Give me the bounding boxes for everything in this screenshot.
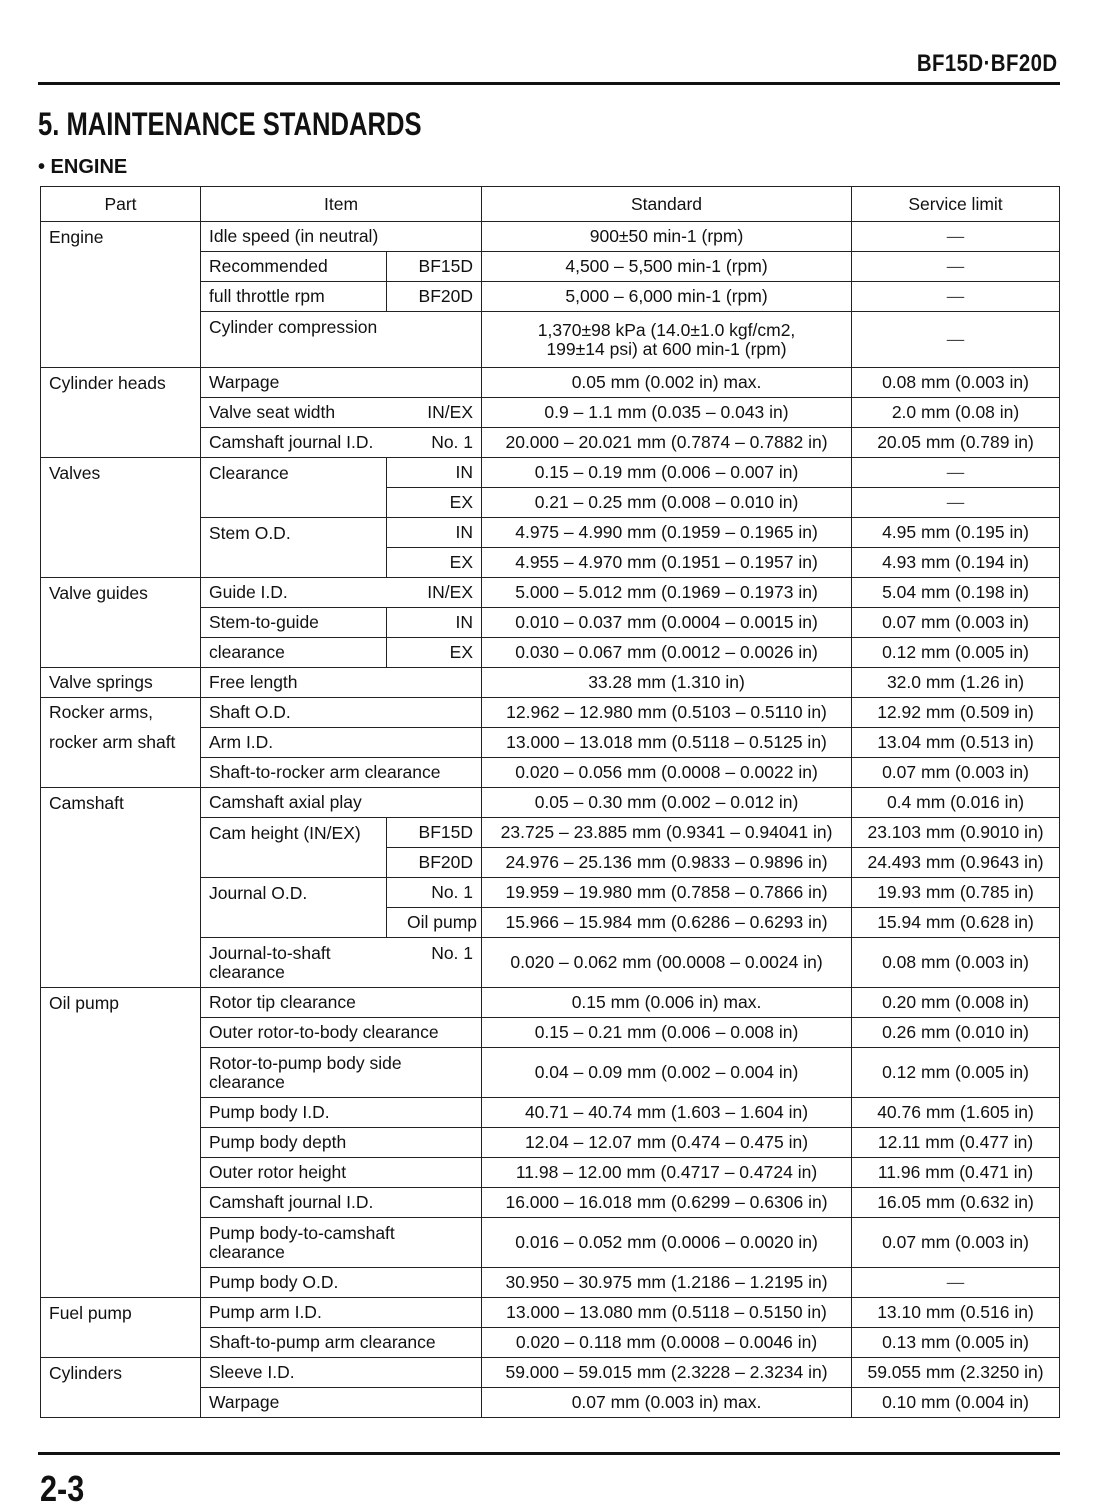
footer-rule [38,1452,1060,1455]
limit-cell: — [852,1268,1060,1298]
limit-cell: 0.10 mm (0.004 in) [852,1388,1060,1418]
item-cell: Outer rotor-to-body clearance [201,1018,482,1048]
item-cell: Pump body O.D. [201,1268,482,1298]
standard-cell: 19.959 – 19.980 mm (0.7858 – 0.7866 in) [482,878,852,908]
table-row [41,668,1060,698]
standard-cell: 12.962 – 12.980 mm (0.5103 – 0.5110 in) [482,698,852,728]
limit-cell: 32.0 mm (1.26 in) [852,668,1060,698]
standard-cell: 5,000 – 6,000 min-1 (rpm) [482,282,852,312]
limit-cell: 2.0 mm (0.08 in) [852,398,1060,428]
sub-item-cell: IN [387,518,482,548]
table-row [41,758,1060,788]
item-cell [201,1218,482,1268]
part-cell: Engine [41,222,201,368]
sub-item-cell: No. 1 [387,878,482,908]
col-standard: Standard [482,187,852,222]
table-row [41,1298,1060,1328]
limit-cell: 16.05 mm (0.632 in) [852,1188,1060,1218]
item-cell [201,398,482,428]
table-row [41,698,1060,728]
item-cell: Shaft-to-pump arm clearance [201,1328,482,1358]
table-row [41,458,1060,488]
limit-cell: 0.12 mm (0.005 in) [852,638,1060,668]
item-sub-label: No. 1 [431,942,474,963]
limit-cell: 0.4 mm (0.016 in) [852,788,1060,818]
limit-cell: — [852,222,1060,252]
part-cell: Cylinders [41,1358,201,1418]
limit-cell: 4.93 mm (0.194 in) [852,548,1060,578]
limit-cell: 40.76 mm (1.605 in) [852,1098,1060,1128]
limit-cell: — [852,458,1060,488]
table-row [41,578,1060,608]
item-label: Pump body-to-camshaft [209,1222,395,1243]
item-label: Valve seat width [209,402,336,422]
limit-cell: 0.13 mm (0.005 in) [852,1328,1060,1358]
standard-cell: 40.71 – 40.74 mm (1.603 – 1.604 in) [482,1098,852,1128]
limit-cell: 4.95 mm (0.195 in) [852,518,1060,548]
item-cell: Shaft-to-rocker arm clearance [201,758,482,788]
item-label-line2: clearance [209,1241,285,1262]
sub-item-cell: BF20D [387,848,482,878]
item-label-line2: clearance [209,1071,285,1092]
part-cell [41,758,201,788]
limit-cell: — [852,312,1060,368]
limit-cell: 24.493 mm (0.9643 in) [852,848,1060,878]
item-cell: Arm I.D. [201,728,482,758]
item-cell [201,428,482,458]
part-cell: Valves [41,458,201,578]
limit-cell: — [852,488,1060,518]
limit-cell: 15.94 mm (0.628 in) [852,908,1060,938]
table-row [41,728,1060,758]
standard-cell: 0.15 – 0.21 mm (0.006 – 0.008 in) [482,1018,852,1048]
standard-cell: 0.04 – 0.09 mm (0.002 – 0.004 in) [482,1048,852,1098]
sub-item-cell: BF15D [387,818,482,848]
sub-item-cell: Oil pump [387,908,482,938]
table-row [41,222,1060,252]
item-cell [201,578,482,608]
limit-cell: 20.05 mm (0.789 in) [852,428,1060,458]
table-row [41,988,1060,1018]
item-cell: Idle speed (in neutral) [201,222,482,252]
standard-cell: 4,500 – 5,500 min-1 (rpm) [482,252,852,282]
item-cell: Pump body depth [201,1128,482,1158]
part-cell: Valve springs [41,668,201,698]
limit-cell: 0.07 mm (0.003 in) [852,608,1060,638]
part-cell: Rocker arms, [41,698,201,728]
item-cell: Pump arm I.D. [201,1298,482,1328]
standard-cell: 15.966 – 15.984 mm (0.6286 – 0.6293 in) [482,908,852,938]
standard-cell: 13.000 – 13.018 mm (0.5118 – 0.5125 in) [482,728,852,758]
standard-cell: 4.955 – 4.970 mm (0.1951 – 0.1957 in) [482,548,852,578]
standard-cell: 0.05 mm (0.002 in) max. [482,368,852,398]
limit-cell: 0.20 mm (0.008 in) [852,988,1060,1018]
item-cell: Rotor tip clearance [201,988,482,1018]
standard-cell: 5.000 – 5.012 mm (0.1969 – 0.1973 in) [482,578,852,608]
standard-line: 1,370±98 kPa (14.0±1.0 kgf/cm2, [537,319,796,340]
standard-cell: 0.020 – 0.062 mm (00.0008 – 0.0024 in) [482,938,852,988]
standard-cell: 0.15 mm (0.006 in) max. [482,988,852,1018]
standard-cell: 59.000 – 59.015 mm (2.3228 – 2.3234 in) [482,1358,852,1388]
col-part: Part [41,187,201,222]
limit-cell: 0.08 mm (0.003 in) [852,938,1060,988]
model-header: BF15D·BF20D [917,50,1058,77]
standard-cell: 20.000 – 20.021 mm (0.7874 – 0.7882 in) [482,428,852,458]
standard-cell: 0.010 – 0.037 mm (0.0004 – 0.0015 in) [482,608,852,638]
standard-cell: 0.020 – 0.118 mm (0.0008 – 0.0046 in) [482,1328,852,1358]
standard-cell: 0.020 – 0.056 mm (0.0008 – 0.0022 in) [482,758,852,788]
standard-cell: 0.21 – 0.25 mm (0.008 – 0.010 in) [482,488,852,518]
item-cell [201,938,482,988]
limit-cell: 11.96 mm (0.471 in) [852,1158,1060,1188]
limit-cell: 19.93 mm (0.785 in) [852,878,1060,908]
standard-cell: 4.975 – 4.990 mm (0.1959 – 0.1965 in) [482,518,852,548]
sub-item-cell: IN [387,608,482,638]
standard-cell: 23.725 – 23.885 mm (0.9341 – 0.94041 in) [482,818,852,848]
col-item: Item [201,187,482,222]
sub-item-cell: EX [387,548,482,578]
header-rule [38,82,1060,85]
limit-cell: 23.103 mm (0.9010 in) [852,818,1060,848]
item-sub-label: IN/EX [427,582,474,602]
item-label: Rotor-to-pump body side [209,1052,402,1073]
page-title: 5. MAINTENANCE STANDARDS [38,106,422,142]
sub-item-cell: IN [387,458,482,488]
table-header-row [41,187,1060,222]
table-row [41,788,1060,818]
sub-item-cell: EX [387,638,482,668]
limit-cell: — [852,282,1060,312]
limit-cell: 0.12 mm (0.005 in) [852,1048,1060,1098]
item-cell: Free length [201,668,482,698]
standard-cell: 30.950 – 30.975 mm (1.2186 – 1.2195 in) [482,1268,852,1298]
limit-cell: 5.04 mm (0.198 in) [852,578,1060,608]
limit-cell: 59.055 mm (2.3250 in) [852,1358,1060,1388]
standard-line: 199±14 psi) at 600 min-1 (rpm) [546,338,787,359]
item-cell: Stem O.D. [201,518,387,578]
item-cell: full throttle rpm [201,282,387,312]
item-sub-label: IN/EX [427,402,474,422]
standard-cell: 33.28 mm (1.310 in) [482,668,852,698]
item-cell: Pump body I.D. [201,1098,482,1128]
col-service-limit: Service limit [852,187,1060,222]
sub-item-cell: EX [387,488,482,518]
limit-cell: 0.07 mm (0.003 in) [852,758,1060,788]
standard-cell [482,312,852,368]
limit-cell: 0.07 mm (0.003 in) [852,1218,1060,1268]
standard-cell: 0.15 – 0.19 mm (0.006 – 0.007 in) [482,458,852,488]
item-cell: Journal O.D. [201,878,387,938]
part-cell: Valve guides [41,578,201,668]
limit-cell: 0.26 mm (0.010 in) [852,1018,1060,1048]
item-cell: Clearance [201,458,387,518]
limit-cell: — [852,252,1060,282]
limit-cell: 12.92 mm (0.509 in) [852,698,1060,728]
section-heading: • ENGINE [38,156,128,178]
sub-item-cell: BF15D [387,252,482,282]
item-label: Camshaft journal I.D. [209,432,374,452]
standard-cell: 12.04 – 12.07 mm (0.474 – 0.475 in) [482,1128,852,1158]
item-cell: Recommended [201,252,387,282]
table-row [41,1358,1060,1388]
limit-cell: 13.04 mm (0.513 in) [852,728,1060,758]
limit-cell: 0.08 mm (0.003 in) [852,368,1060,398]
item-cell: Shaft O.D. [201,698,482,728]
item-cell: Outer rotor height [201,1158,482,1188]
item-cell: Camshaft journal I.D. [201,1188,482,1218]
standard-cell: 0.9 – 1.1 mm (0.035 – 0.043 in) [482,398,852,428]
standard-cell: 24.976 – 25.136 mm (0.9833 – 0.9896 in) [482,848,852,878]
item-cell: Camshaft axial play [201,788,482,818]
sub-item-cell: BF20D [387,282,482,312]
part-cell: Oil pump [41,988,201,1298]
item-cell: Stem-to-guide [201,608,387,638]
item-cell: Cam height (IN/EX) [201,818,387,878]
part-cell: rocker arm shaft [41,728,201,758]
table-row [41,368,1060,398]
item-cell: Sleeve I.D. [201,1358,482,1388]
item-label-line2: clearance [209,961,285,982]
part-cell: Camshaft [41,788,201,988]
standard-cell: 900±50 min-1 (rpm) [482,222,852,252]
maintenance-standards-table [40,186,1060,1418]
standard-cell: 0.016 – 0.052 mm (0.0006 – 0.0020 in) [482,1218,852,1268]
standard-cell: 0.05 – 0.30 mm (0.002 – 0.012 in) [482,788,852,818]
item-sub-label: No. 1 [431,432,474,452]
standard-cell: 13.000 – 13.080 mm (0.5118 – 0.5150 in) [482,1298,852,1328]
page-number: 2-3 [40,1468,85,1509]
standard-cell: 16.000 – 16.018 mm (0.6299 – 0.6306 in) [482,1188,852,1218]
limit-cell: 13.10 mm (0.516 in) [852,1298,1060,1328]
item-label: Journal-to-shaft [209,942,331,963]
part-cell: Fuel pump [41,1298,201,1358]
part-cell: Cylinder heads [41,368,201,458]
item-cell: Cylinder compression [201,312,482,368]
limit-cell: 12.11 mm (0.477 in) [852,1128,1060,1158]
item-cell: clearance [201,638,387,668]
standard-cell: 0.030 – 0.067 mm (0.0012 – 0.0026 in) [482,638,852,668]
standard-cell: 0.07 mm (0.003 in) max. [482,1388,852,1418]
item-label: Guide I.D. [209,582,288,602]
item-cell: Warpage [201,1388,482,1418]
standard-cell: 11.98 – 12.00 mm (0.4717 – 0.4724 in) [482,1158,852,1188]
item-cell [201,1048,482,1098]
item-cell: Warpage [201,368,482,398]
